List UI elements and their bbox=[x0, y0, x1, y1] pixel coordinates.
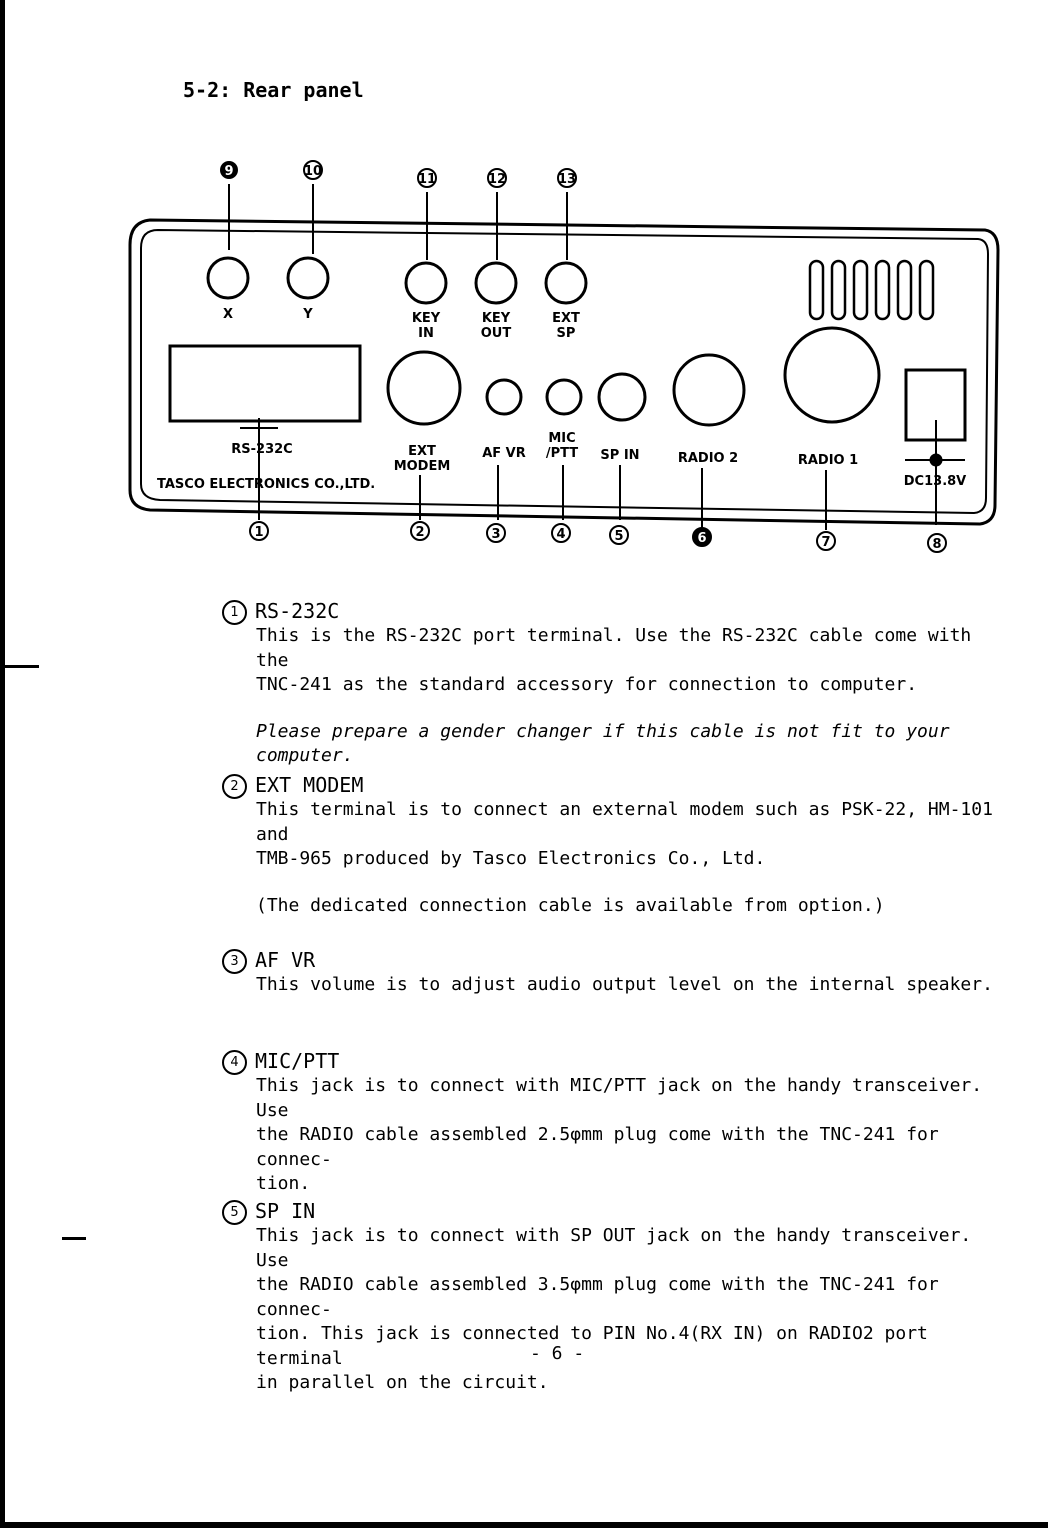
item-body: This jack is to connect with SP OUT jack on the handy transceiver. Use the RADIO cable assembled 3.5φmm plug come with the TNC-241 for connec- tion. This jack is connected to PIN No.4(RX IN) on RADIO2 port terminal in parallel on the circuit. bbox=[256, 1225, 972, 1393]
label-af-vr: AF VR bbox=[482, 446, 526, 461]
label-key-in-2: IN bbox=[418, 326, 434, 341]
item-number: 5 bbox=[222, 1200, 247, 1225]
page-number: - 6 - bbox=[530, 1343, 585, 1364]
item-ext-modem bbox=[222, 772, 1002, 918]
af-vr-knob bbox=[487, 380, 521, 414]
item-title: AF VR bbox=[255, 948, 316, 972]
section-title: 5-2: Rear panel bbox=[183, 78, 364, 102]
sp-in-jack bbox=[599, 374, 645, 420]
jack-y bbox=[288, 258, 328, 298]
label-x: X bbox=[222, 307, 234, 322]
item-note: (The dedicated connection cable is available from option.) bbox=[256, 894, 885, 916]
label-ext-modem-1: EXT bbox=[408, 444, 436, 459]
item-af-vr bbox=[222, 947, 1002, 998]
marker-10-label: 10 bbox=[303, 164, 323, 179]
item-sp-in bbox=[222, 1198, 1002, 1396]
marker-3-label: 3 bbox=[491, 527, 501, 542]
item-heading bbox=[222, 772, 1002, 798]
item-number: 3 bbox=[222, 949, 247, 974]
marker-5-label: 5 bbox=[614, 529, 624, 544]
item-body: This jack is to connect with MIC/PTT jack on the handy transceiver. Use the RADIO cable assembled 2.5φmm plug come with the TNC-241 for connec- tion. bbox=[256, 1075, 983, 1194]
label-key-out-2: OUT bbox=[480, 326, 512, 341]
item-heading bbox=[222, 598, 1002, 624]
manufacturer-label: TASCO ELECTRONICS CO.,LTD. bbox=[157, 477, 376, 492]
marker-7-label: 7 bbox=[821, 535, 831, 550]
ventilation-slots bbox=[810, 261, 933, 319]
label-ext-sp-2: SP bbox=[556, 326, 576, 341]
label-radio2: RADIO 2 bbox=[677, 451, 739, 466]
item-body: This volume is to adjust audio output level on the internal speaker. bbox=[256, 974, 993, 995]
marker-12-label: 12 bbox=[487, 172, 507, 187]
marker-1-label: 1 bbox=[254, 525, 264, 540]
marker-8-label: 8 bbox=[932, 537, 942, 552]
item-body: This terminal is to connect an external modem such as PSK-22, HM-101 and TMB-965 produced by Tasco Electronics Co., Ltd. bbox=[256, 799, 993, 869]
marker-4-label: 4 bbox=[556, 527, 566, 542]
label-ext-modem-2: MODEM bbox=[393, 459, 451, 474]
item-heading bbox=[222, 947, 1002, 973]
item-title: MIC/PTT bbox=[255, 1049, 340, 1073]
label-radio1: RADIO 1 bbox=[797, 453, 859, 468]
marker-13-label: 13 bbox=[557, 172, 577, 187]
scan-bottom-edge bbox=[0, 1522, 1048, 1528]
item-number: 1 bbox=[222, 600, 247, 625]
top-number-markers bbox=[220, 161, 576, 187]
marker-2-label: 2 bbox=[415, 525, 425, 540]
label-ext-sp-1: EXT bbox=[552, 311, 580, 326]
label-rs232c: RS-232C bbox=[231, 442, 293, 457]
jack-key-in bbox=[406, 263, 446, 303]
panel-inner-outline bbox=[141, 230, 988, 513]
item-title: EXT MODEM bbox=[255, 773, 364, 797]
marker-11-label: 11 bbox=[417, 172, 437, 187]
item-number: 4 bbox=[222, 1050, 247, 1075]
ext-modem-port bbox=[388, 352, 460, 424]
item-body: This is the RS-232C port terminal. Use the RS-232C cable come with the TNC-241 as the standard accessory for connection to computer. bbox=[256, 625, 972, 695]
marker-9-label: 9 bbox=[224, 164, 234, 179]
label-key-in-1: KEY bbox=[411, 311, 441, 326]
item-title: SP IN bbox=[255, 1199, 316, 1223]
item-heading bbox=[222, 1048, 1002, 1074]
item-title: RS-232C bbox=[255, 599, 340, 623]
item-heading bbox=[222, 1198, 1002, 1224]
label-key-out-1: KEY bbox=[481, 311, 511, 326]
jack-key-out bbox=[476, 263, 516, 303]
label-mic-ptt-1: MIC bbox=[548, 431, 576, 446]
scan-mark bbox=[5, 665, 39, 668]
label-y: Y bbox=[303, 307, 313, 322]
radio1-port bbox=[785, 328, 879, 422]
bottom-number-markers bbox=[250, 522, 946, 552]
jack-ext-sp bbox=[546, 263, 586, 303]
label-dc: DC13.8V bbox=[903, 474, 967, 489]
mic-ptt-jack bbox=[547, 380, 581, 414]
polarity-symbol bbox=[931, 455, 941, 465]
jack-x bbox=[208, 258, 248, 298]
scan-mark bbox=[62, 1237, 86, 1240]
label-sp-in: SP IN bbox=[600, 448, 640, 463]
radio2-port bbox=[674, 355, 744, 425]
item-rs232c bbox=[222, 598, 1002, 769]
marker-6-label: 6 bbox=[697, 531, 707, 546]
rs232c-port bbox=[170, 346, 360, 421]
label-mic-ptt-2: /PTT bbox=[545, 446, 579, 461]
rear-panel-diagram bbox=[0, 150, 1048, 570]
item-mic-ptt bbox=[222, 1048, 1002, 1197]
item-note: Please prepare a gender changer if this cable is not fit to your computer. bbox=[256, 720, 950, 766]
item-number: 2 bbox=[222, 774, 247, 799]
